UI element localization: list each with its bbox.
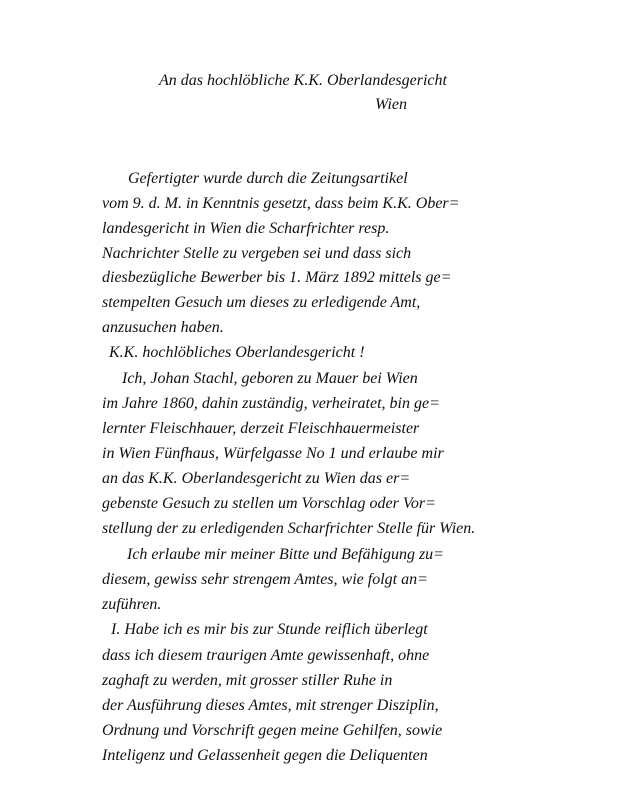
body-line: Inteligenz und Gelassenheit gegen die Deliquenten bbox=[102, 747, 428, 764]
address-line-court: An das hochlöbliche K.K. Oberlandesgericht bbox=[159, 72, 447, 89]
body-line: im Jahre 1860, dahin zuständig, verheiratet, bin ge= bbox=[102, 395, 440, 412]
body-line: gebenste Gesuch zu stellen um Vorschlag oder Vor= bbox=[102, 495, 436, 512]
body-line: zuführen. bbox=[102, 596, 162, 613]
body-line: anzusuchen haben. bbox=[102, 319, 224, 336]
salutation-line: K.K. hochlöbliches Oberlandesgericht ! bbox=[109, 344, 365, 361]
body-line: der Ausführung dieses Amtes, mit strenger Disziplin, bbox=[102, 697, 439, 714]
body-line: lernter Fleischhauer, derzeit Fleischhauermeister bbox=[102, 420, 420, 437]
body-line: landesgericht in Wien die Scharfrichter resp. bbox=[102, 220, 390, 237]
body-line: diesbezügliche Bewerber bis 1. März 1892 mittels ge= bbox=[102, 269, 452, 286]
body-line: zaghaft zu werden, mit grosser stiller Ruhe in bbox=[102, 672, 393, 689]
body-line: Nachrichter Stelle zu vergeben sei und dass sich bbox=[102, 245, 412, 262]
body-line: stempelten Gesuch um dieses zu erledigende Amt, bbox=[102, 294, 421, 311]
body-line: Ich, Johan Stachl, geboren zu Mauer bei Wien bbox=[122, 370, 418, 387]
body-line: in Wien Fünfhaus, Würfelgasse No 1 und erlaube mir bbox=[102, 445, 444, 462]
body-line: stellung der zu erledigenden Scharfrichter Stelle für Wien. bbox=[102, 520, 476, 537]
body-line: Ich erlaube mir meiner Bitte und Befähigung zu= bbox=[127, 546, 444, 563]
body-line: vom 9. d. M. in Kenntnis gesetzt, dass beim K.K. Ober= bbox=[102, 195, 460, 212]
address-line-city: Wien bbox=[375, 96, 407, 113]
body-line: Ordnung und Vorschrift gegen meine Gehilfen, sowie bbox=[102, 722, 443, 739]
body-line: dass ich diesem traurigen Amte gewissenhaft, ohne bbox=[102, 647, 430, 664]
body-line: an das K.K. Oberlandesgericht zu Wien das er= bbox=[102, 470, 411, 487]
body-line: I. Habe ich es mir bis zur Stunde reiflich überlegt bbox=[111, 621, 428, 638]
body-line: diesem, gewiss sehr strengem Amtes, wie folgt an= bbox=[102, 571, 428, 588]
body-line: Gefertigter wurde durch die Zeitungsartikel bbox=[128, 170, 408, 187]
